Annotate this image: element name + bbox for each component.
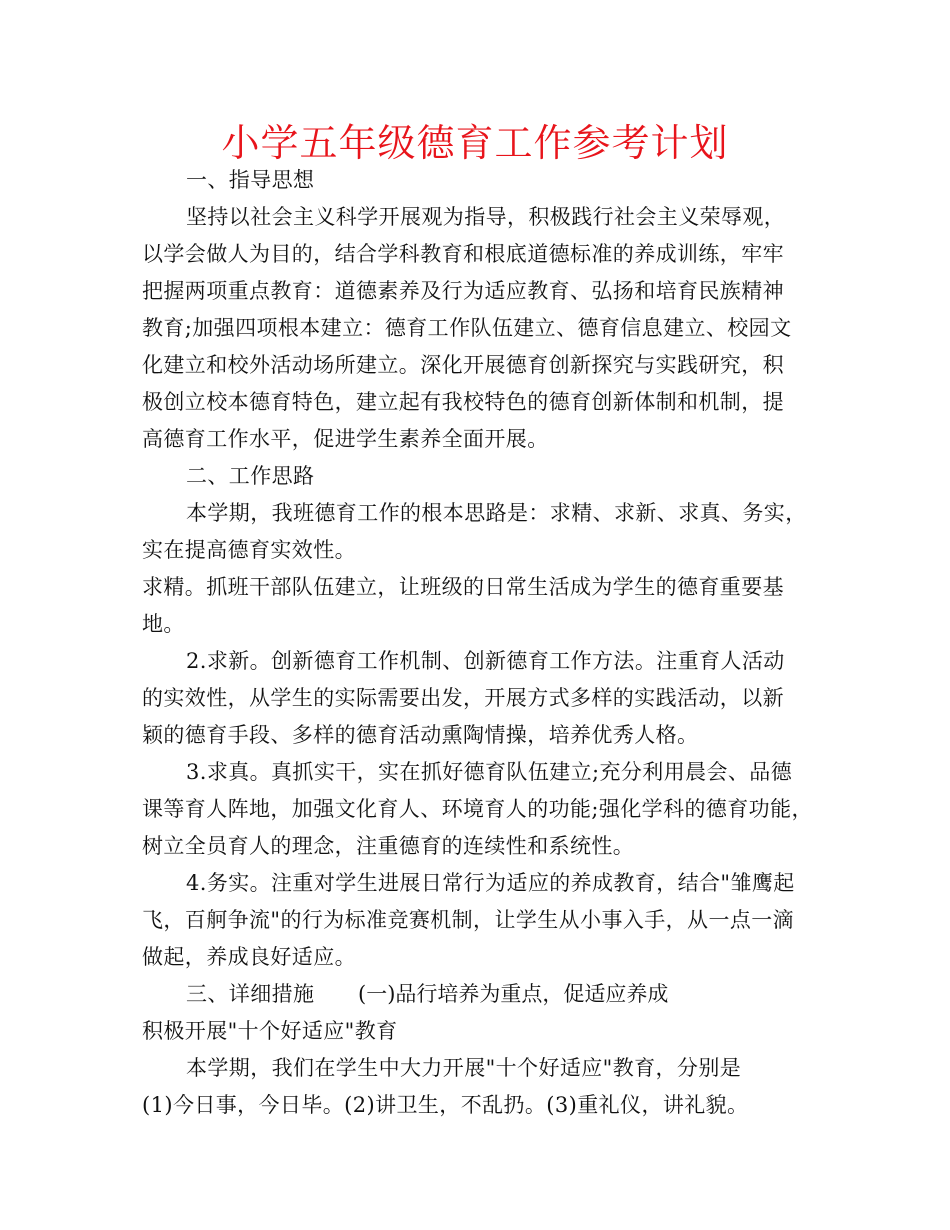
paragraph-line: 地。 bbox=[142, 612, 185, 636]
paragraph-line: 坚持以社会主义科学开展观为指导，积极践行社会主义荣辱观， bbox=[186, 205, 786, 229]
paragraph-line: 2.求新。创新德育工作机制、创新德育工作方法。注重育人活动 bbox=[186, 649, 785, 673]
document-title: 小学五年级德育工作参考计划 bbox=[221, 121, 729, 165]
paragraph-line: 积极开展"十个好适应"教育 bbox=[142, 1019, 398, 1043]
paragraph-line: 极创立校本德育特色，建立起有我校特色的德育创新体制和机制，提 bbox=[142, 390, 784, 414]
paragraph-line: 4.务实。注重对学生进展日常行为适应的养成教育，结合"雏鹰起 bbox=[186, 871, 795, 895]
paragraph-line: 本学期，我们在学生中大力开展"十个好适应"教育，分别是 bbox=[186, 1056, 742, 1080]
heading-work-approach: 二、工作思路 bbox=[186, 464, 315, 488]
subheading-conduct-training: (一)品行培养为重点，促适应养成 bbox=[358, 982, 669, 1006]
paragraph-line: 飞，百舸争流"的行为标准竞赛机制，让学生从小事入手，从一点一滴 bbox=[142, 908, 795, 932]
heading-specific-measures: 三、详细措施 bbox=[186, 982, 315, 1006]
paragraph-line: 的实效性，从学生的实际需要出发，开展方式多样的实践活动，以新 bbox=[142, 686, 784, 710]
paragraph-line: 颖的德育手段、多样的德育活动熏陶情操，培养优秀人格。 bbox=[142, 723, 699, 747]
paragraph-line: 实在提高德育实效性。 bbox=[142, 538, 356, 562]
paragraph-line: 本学期，我班德育工作的根本思路是：求精、求新、求真、务实， bbox=[186, 501, 807, 525]
paragraph-line: 化建立和校外活动场所建立。深化开展德育创新探究与实践研究，积 bbox=[142, 353, 784, 377]
paragraph-line: 以学会做人为目的，结合学科教育和根底道德标准的养成训练，牢牢 bbox=[142, 242, 784, 266]
paragraph-line: 把握两项重点教育：道德素养及行为适应教育、弘扬和培育民族精神 bbox=[142, 279, 784, 303]
paragraph-line: 树立全员育人的理念，注重德育的连续性和系统性。 bbox=[142, 834, 635, 858]
paragraph-line: 高德育工作水平，促进学生素养全面开展。 bbox=[142, 427, 549, 451]
paragraph-line: (1)今日事，今日毕。(2)讲卫生，不乱扔。(3)重礼仪，讲礼貌。 bbox=[142, 1093, 749, 1117]
paragraph-line: 求精。抓班干部队伍建立，让班级的日常生活成为学生的德育重要基 bbox=[142, 575, 784, 599]
paragraph-line: 课等育人阵地，加强文化育人、环境育人的功能;强化学科的德育功能， bbox=[142, 797, 813, 821]
paragraph-line: 做起，养成良好适应。 bbox=[142, 945, 356, 969]
heading-guiding-thought: 一、指导思想 bbox=[186, 168, 315, 192]
paragraph-line: 教育;加强四项根本建立：德育工作队伍建立、德育信息建立、校园文 bbox=[142, 316, 792, 340]
paragraph-line: 3.求真。真抓实干，实在抓好德育队伍建立;充分利用晨会、品德 bbox=[186, 760, 793, 784]
